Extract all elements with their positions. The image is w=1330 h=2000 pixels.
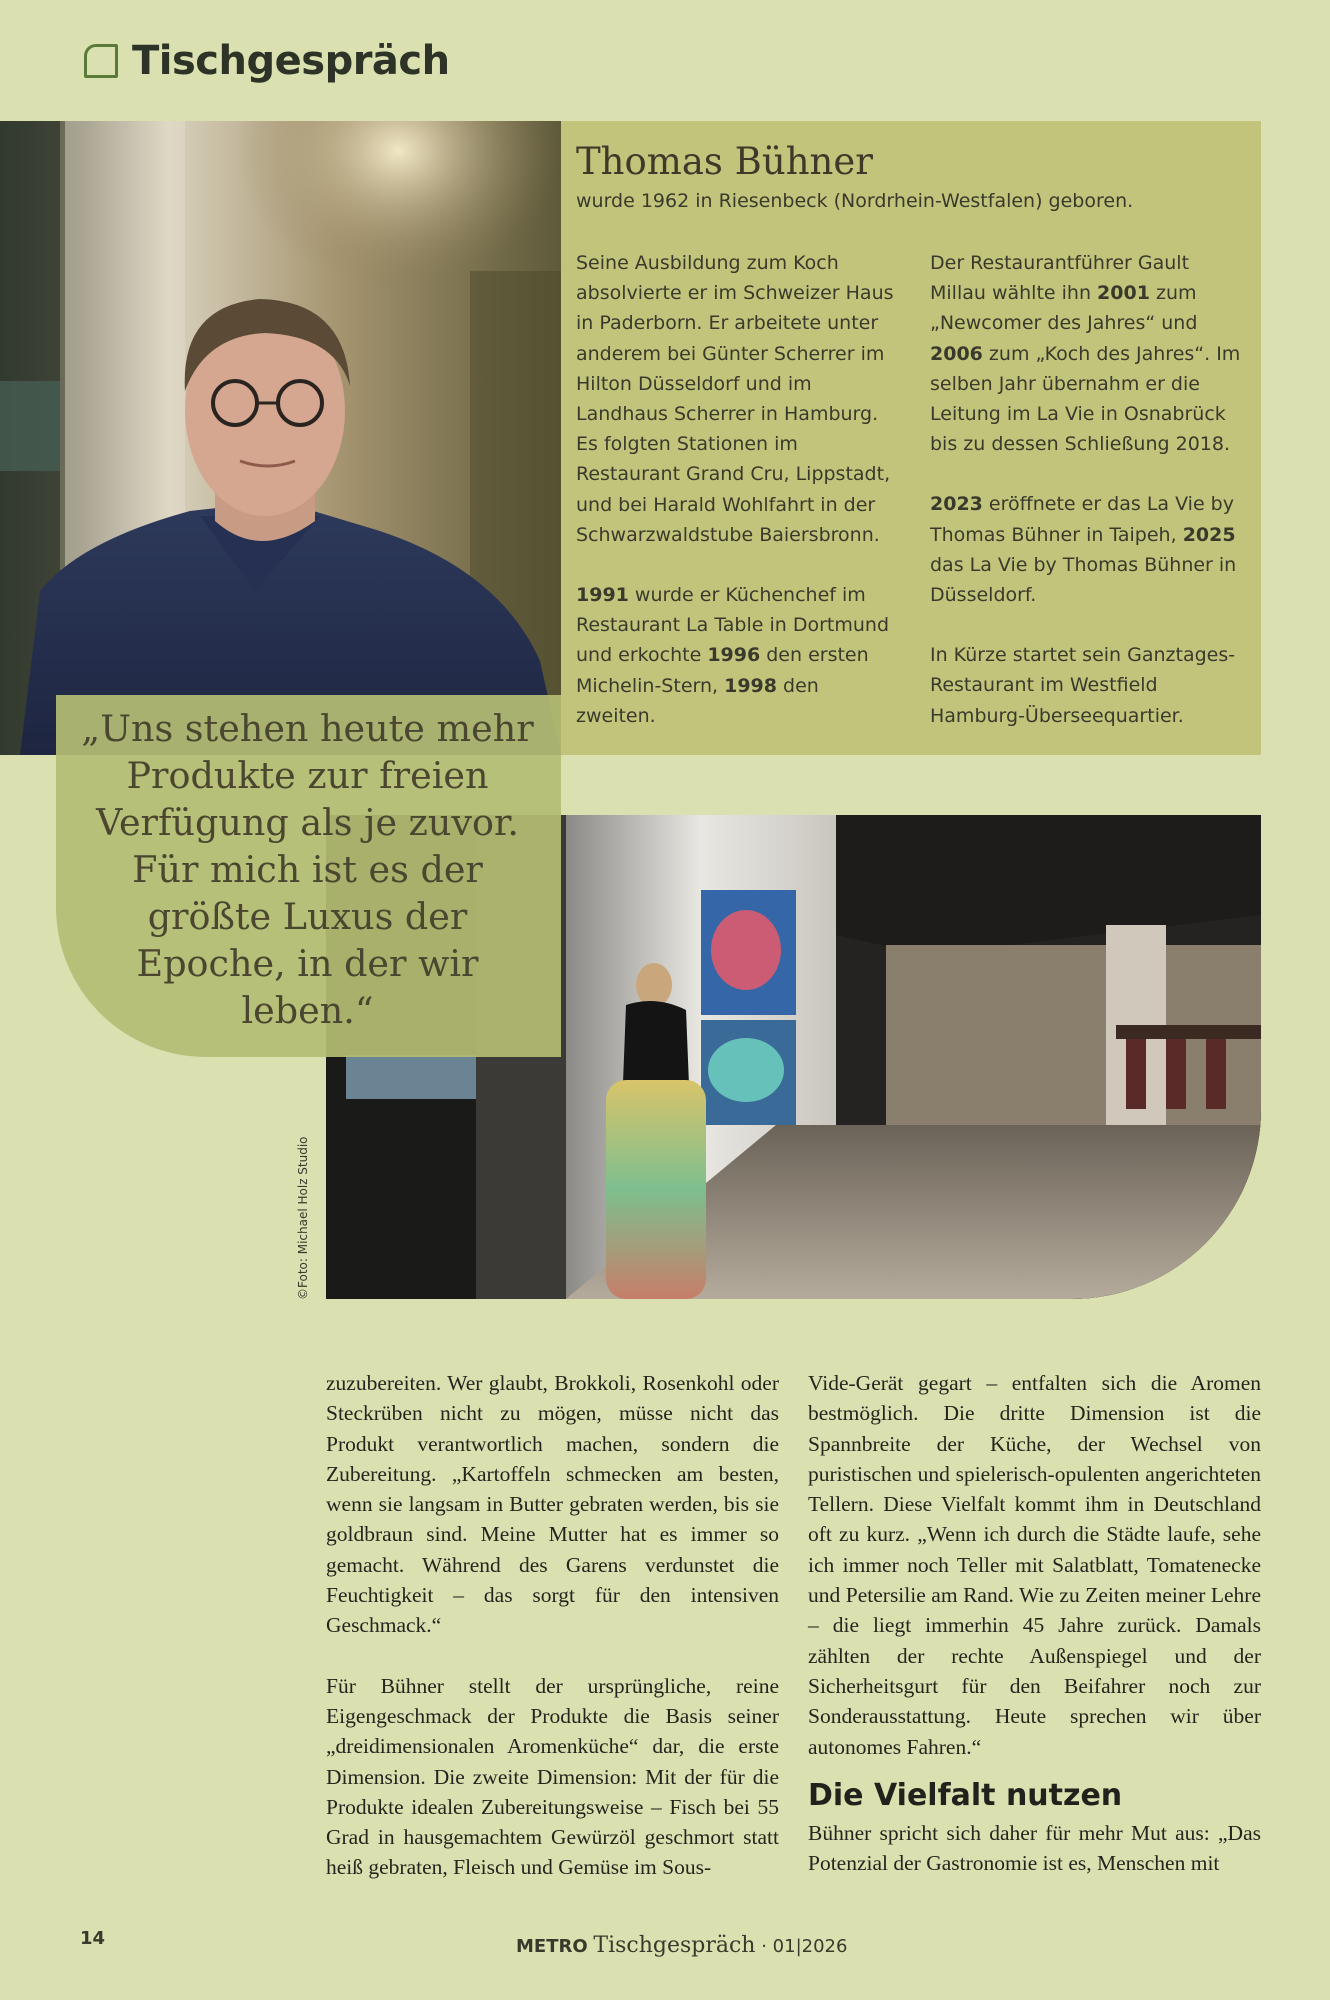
footer-magazine: Tischgespräch xyxy=(593,1933,756,1958)
bio-paragraph: In Kürze startet sein Ganztages-Restaurant im Westfield Hamburg-Überseequartier. xyxy=(930,644,1236,727)
section-title: Tischgespräch xyxy=(132,38,450,84)
article-column-2 xyxy=(808,1368,1261,1908)
bio-paragraph: Der Restaurantführer Gault Millau wählte ihn 2001 zum „Newcomer des Jahres“ und 2006 zum „Koch des Jahres“. Im selben Jahr übernahm er die Leitung im La Vie in Osnabrück bis zu dessen Schließung 2018. xyxy=(930,252,1241,456)
footer-brand: METRO xyxy=(516,1936,588,1957)
article-paragraph: zuzubereiten. Wer glaubt, Brokkoli, Rosenkohl oder Steckrüben nicht zu mögen, müsse nicht das Produkt verantwortlich machen, sondern die Zubereitung. „Kartoffeln schmecken am besten, wenn sie langsam in Butter gebraten werden, bis sie goldbraun sind. Meine Mutter hat es immer so gemacht. Während des Garens verdunstet die Feuchtigkeit – das sorgt für den intensiven Geschmack.“ xyxy=(326,1371,779,1638)
bio-born: wurde 1962 in Riesenbeck (Nordrhein-Westfalen) geboren. xyxy=(576,190,1134,212)
bio-paragraph: 2023 eröffnete er das La Vie by Thomas Bühner in Taipeh, 2025 das La Vie by Thomas Bühner in Düsseldorf. xyxy=(930,493,1237,607)
footer-issue: · 01|2026 xyxy=(761,1936,848,1957)
bio-column-1 xyxy=(576,248,896,761)
leaf-icon xyxy=(84,44,118,78)
article-column-1 xyxy=(326,1368,779,1913)
bio-paragraph: Seine Ausbildung zum Koch absolvierte er im Schweizer Haus in Paderborn. Er arbeitete unter anderem bei Günter Scherrer im Hilton Düsseldorf und im Landhaus Scherrer in Hamburg. Es folgten Stationen im Restaurant Grand Cru, Lippstadt, und bei Harald Wohlfahrt in der Schwarzwaldstube Baiersbronn. xyxy=(576,252,894,546)
section-header xyxy=(84,36,450,86)
footer xyxy=(516,1933,847,1958)
article-paragraph: Bühner spricht sich daher für mehr Mut aus: „Das Potenzial der Gastronomie ist es, Menschen mit xyxy=(808,1820,1261,1876)
pull-quote: „Uns stehen heute mehr Produkte zur freien Verfügung als je zuvor. Für mich ist es der größte Luxus der Epoche, in der wir leben.“ xyxy=(81,707,534,1032)
article-paragraph: Für Bühner stellt der ursprüngliche, reine Eigengeschmack der Produkte die Basis seiner „dreidimensionalen Aromenküche“ dar, die erste Dimension. Die zweite Dimension: Mit der für die Produkte idealen Zubereitungsweise – Fisch bei 55 Grad in hausgemachtem Gewürzöl geschmort statt heiß gebraten, Fleisch und Gemüse im Sous- xyxy=(326,1673,779,1880)
bio-column-2 xyxy=(930,248,1250,761)
bio-paragraph: 1991 wurde er Küchenchef im Restaurant La Table in Dortmund und erkochte 1996 den ersten Michelin-Stern, 1998 den zweiten. xyxy=(576,584,890,727)
bio-name: Thomas Bühner xyxy=(576,140,873,183)
article-paragraph: Vide-Gerät gegart – entfalten sich die Aromen bestmöglich. Die dritte Dimension ist die Spannbreite der Küche, der Wechsel von puristischen und spielerisch-opulenten angerichteten Tellern. Diese Vielfalt kommt ihm in Deutschland oft zu kurz. „Wenn ich durch die Städte laufe, sehe ich immer noch Teller mit Salatblatt, Tomatenecke und Petersilie am Rand. Wie zu Zeiten meiner Lehre – die liegt immerhin 45 Jahre zurück. Damals zählten der rechte Außenspiegel und der Sicherheitsgurt für den Beifahrer noch zur Sonderausstattung. Heute sprechen wir über autonomes Fahren.“ xyxy=(808,1371,1261,1759)
photo-credit: ©Foto: Michael Holz Studio xyxy=(296,1136,310,1300)
article-subheading: Die Vielfalt nutzen xyxy=(808,1777,1123,1813)
page-number: 14 xyxy=(80,1928,106,1949)
portrait-photo xyxy=(0,121,561,755)
